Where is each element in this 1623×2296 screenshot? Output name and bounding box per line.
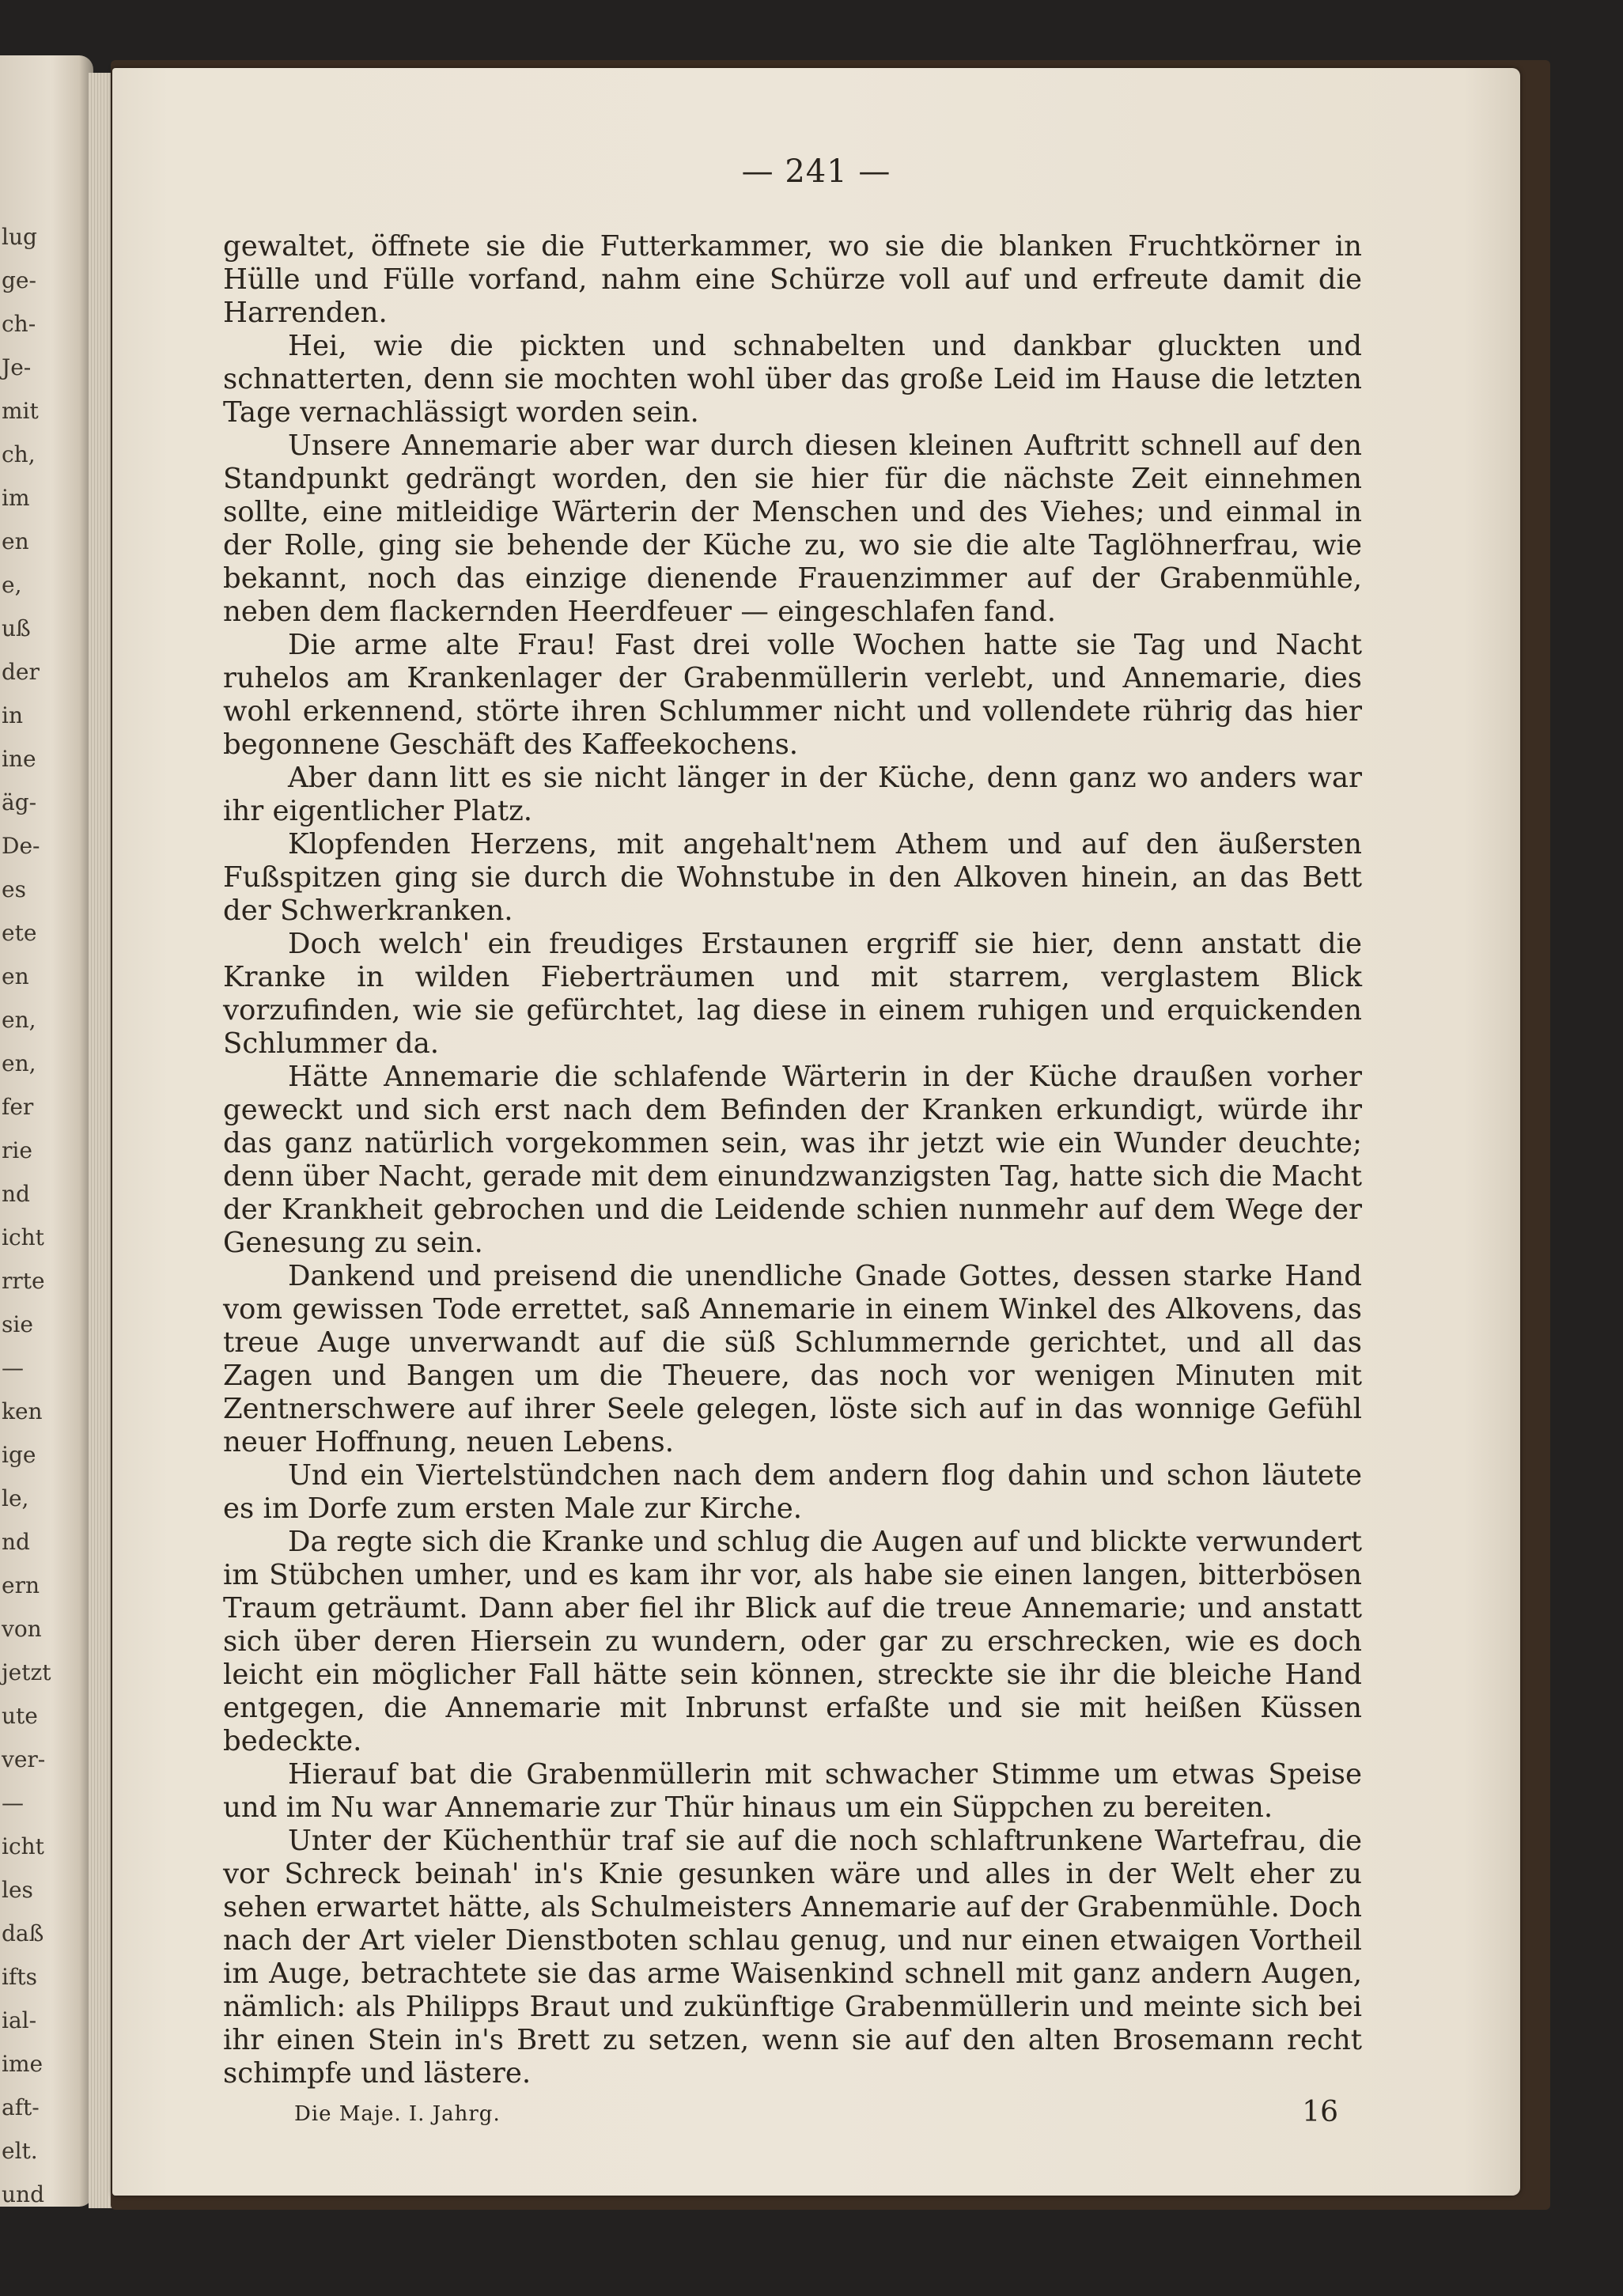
left-page-fragment: icht: [2, 1833, 44, 1859]
left-page-fragment: en: [2, 528, 29, 554]
left-page-fragment: lug: [2, 224, 37, 250]
paragraph: Aber dann litt es sie nicht länger in der Küche, denn ganz wo anders war ihr eigentlicher Platz.: [223, 762, 1362, 827]
left-page-fragment: De-: [2, 833, 40, 859]
paragraph: Dankend und preisend die unendliche Gnade Gottes, dessen starke Hand vom gewissen Tode errettet, saß Annemarie in einem Winkel des Alkovens, das treue Auge unverwandt auf die süß Schlummernde gerichtet, und all das Zagen und Bangen um die Theuere, das noch vor wenigen Minuten mit Zentnerschwere auf ihrer Seele gelegen, löste sich auf in das wonnige Gefühl neuer Hoffnung, neuen Lebens.: [223, 1260, 1362, 1458]
paragraph: Hätte Annemarie die schlafende Wärterin in der Küche draußen vorher geweckt und sich erst nach dem Befinden der Kranken erkundigt, würde ihr das ganz natürlich vorgekommen sein, was ihr jetzt wie ein Wunder deuchte; denn über Nacht, gerade mit dem einundzwanzigsten Tag, hatte sich die Macht der Krankheit gebrochen und die Leidende schien nunmehr auf dem Wege der Genesung zu sein.: [223, 1061, 1362, 1259]
left-page-fragment: fer: [2, 1094, 34, 1120]
left-page-fragment: äg-: [2, 789, 37, 815]
left-page-fragment: uß: [2, 615, 31, 641]
left-page-fragment: ch-: [2, 311, 36, 337]
page-stack-edge: [89, 73, 112, 2208]
left-page-fragment: —: [2, 1790, 24, 1816]
left-page-fragment: ch,: [2, 441, 36, 467]
left-page-fragment: jetzt: [2, 1659, 51, 1685]
left-page-fragment: und: [2, 2181, 44, 2207]
left-page-fragment: elt.: [2, 2138, 38, 2164]
paragraph: Unsere Annemarie aber war durch diesen kleinen Auftritt schnell auf den Standpunkt gedrängt worden, den sie hier für die nächste Zeit einnehmen sollte, eine mitleidige Wärterin der Menschen und des Viehes; und einmal in der Rolle, ging sie behende der Küche zu, wo sie die alte Taglöhnerfrau, wie bekannt, noch das einzige dienende Frauenzimmer auf der Grabenmühle, neben dem flackernden Heerdfeuer — eingeschlafen fand.: [223, 429, 1362, 628]
left-page-fragment: sie: [2, 1311, 33, 1337]
left-page-fragment: ifts: [2, 1964, 37, 1990]
left-page-fragment: les: [2, 1877, 33, 1903]
paragraph: Hierauf bat die Grabenmüllerin mit schwacher Stimme um etwas Speise und im Nu war Annemarie zur Thür hinaus um ein Süppchen zu bereiten.: [223, 1758, 1362, 1824]
left-page-fragment: von: [2, 1616, 42, 1642]
left-page-fragment: ime: [2, 2051, 44, 2077]
paragraph: Und ein Viertelstündchen nach dem andern flog dahin und schon läutete es im Dorfe zum ersten Male zur Kirche.: [223, 1459, 1362, 1525]
page-number: — 241 —: [741, 153, 891, 190]
left-page-fragment: icht: [2, 1224, 44, 1250]
left-page-fragment: aft-: [2, 2094, 40, 2120]
left-page-fragment: rie: [2, 1137, 32, 1163]
left-page-fragment: ial-: [2, 2007, 37, 2033]
left-page-fragment: ver-: [2, 1746, 46, 1772]
book-page: [112, 68, 1520, 2196]
left-page-fragment: Je-: [2, 354, 32, 380]
paragraph: Hei, wie die pickten und schnabelten und dankbar gluckten und schnatterten, denn sie mochten wohl über das große Leid im Hause die letzten Tage vernachlässigt worden sein.: [223, 330, 1362, 429]
left-page-fragment: es: [2, 876, 26, 902]
page-footer: [294, 2096, 1338, 2135]
left-page-fragment: nd: [2, 1529, 30, 1555]
left-page-fragment: rrte: [2, 1268, 45, 1294]
left-page-fragment: ute: [2, 1703, 38, 1729]
left-page-fragment: ern: [2, 1572, 40, 1598]
left-page-fragment: ete: [2, 920, 37, 946]
left-page-fragment: en: [2, 963, 29, 989]
paragraph: Da regte sich die Kranke und schlug die Augen auf und blickte verwundert im Stübchen umher, und es kam ihr vor, als habe sie einen langen, bitterbösen Traum geträumt. Dann aber fiel ihr Blick auf die treue Annemarie; und anstatt sich über deren Hiersein zu wundern, oder gar zu erschrecken, wie es doch leicht ein möglicher Fall hätte sein können, streckte sie ihr die bleiche Hand entgegen, die Annemarie mit Inbrunst erfaßte und sie mit heißen Küssen bedeckte.: [223, 1526, 1362, 1757]
footer-sheet-number: 16: [1302, 2096, 1338, 2128]
paragraph: Doch welch' ein freudiges Erstaunen ergriff sie hier, denn anstatt die Kranke in wilden Fieberträumen und mit starrem, verglastem Blick vorzufinden, wie sie gefürchtet, lag diese in einem ruhigen und erquickenden Schlummer da.: [223, 928, 1362, 1060]
left-page-fragment: ge-: [2, 267, 36, 293]
left-page-fragment: der: [2, 659, 40, 685]
left-page-fragment: ken: [2, 1398, 43, 1424]
left-page-fragment: en,: [2, 1050, 36, 1076]
left-page-edge: [0, 55, 93, 2207]
body-text: [223, 230, 1362, 2090]
left-page-fragment: en,: [2, 1007, 36, 1033]
left-page-fragment: —: [2, 1355, 24, 1381]
paragraph: gewaltet, öffnete sie die Futterkammer, wo sie die blanken Fruchtkörner in Hülle und Fülle vorfand, nahm eine Schürze voll auf und erfreute damit die Harrenden.: [223, 230, 1362, 329]
left-page-fragment: im: [2, 485, 30, 511]
footer-signature: Die Maje. I. Jahrg.: [294, 2102, 501, 2126]
paragraph: Unter der Küchenthür traf sie auf die noch schlaftrunkene Wartefrau, die vor Schreck beinah' in's Knie gesunken wäre und alles in der Welt eher zu sehen erwartet hätte, als Schulmeisters Annemarie auf der Grabenmühle. Doch nach der Art vieler Dienstboten schlau genug, und nur einen etwaigen Vortheil im Auge, betrachtete sie das arme Waisenkind schnell mit ganz andern Augen, nämlich: als Philipps Braut und zukünftige Grabenmüllerin und meinte sich bei ihr einen Stein in's Brett zu setzen, wenn sie auf den alten Brosemann recht schimpfe und lästere.: [223, 1825, 1362, 2090]
left-page-fragment: le,: [2, 1485, 29, 1511]
left-page-fragment: e,: [2, 572, 22, 598]
left-page-fragment: mit: [2, 398, 39, 424]
left-page-fragment: daß: [2, 1920, 44, 1946]
left-page-fragment: nd: [2, 1181, 30, 1207]
left-page-fragment: in: [2, 702, 23, 728]
left-page-fragment: ige: [2, 1442, 36, 1468]
paragraph: Die arme alte Frau! Fast drei volle Wochen hatte sie Tag und Nacht ruhelos am Krankenlager der Grabenmüllerin verlebt, und Annemarie, dies wohl erkennend, störte ihren Schlummer nicht und vollendete rührig das hier begonnene Geschäft des Kaffeekochens.: [223, 629, 1362, 761]
left-page-fragment: ine: [2, 746, 36, 772]
paragraph: Klopfenden Herzens, mit angehalt'nem Athem und auf den äußersten Fußspitzen ging sie durch die Wohnstube in den Alkoven hinein, an das Bett der Schwerkranken.: [223, 828, 1362, 927]
